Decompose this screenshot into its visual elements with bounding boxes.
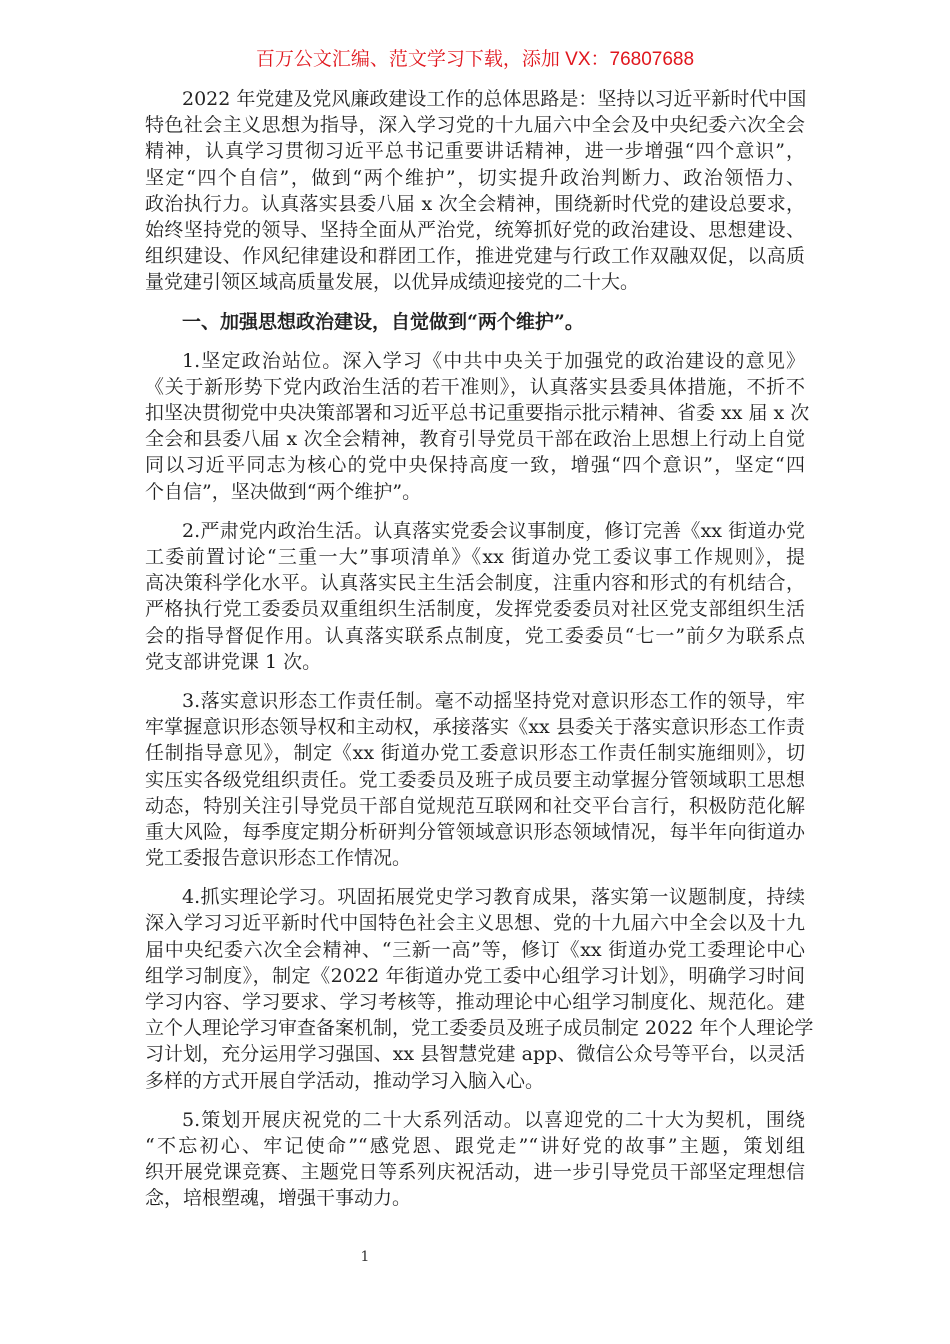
paragraph (145, 688, 805, 871)
text-line: 任制指导意见》，制定《xx 街道办党工委意识形态工作责任制实施细则》，切 (145, 742, 805, 765)
text-line: 党支部讲党课 1 次。 (145, 650, 322, 673)
text-line: 织开展党课竞赛、主题党日等系列庆祝活动，进一步引导党员干部坚定理想信 (145, 1161, 805, 1184)
text-line: 组学习制度》，制定《2022 年街道办党工委中心组学习计划》，明确学习时间 (145, 964, 805, 987)
page-number: 1 (360, 1249, 370, 1265)
text-line: 党工委报告意识形态工作情况。 (145, 847, 412, 870)
text-line: 念，培根塑魂，增强干事动力。 (145, 1187, 412, 1210)
text-line: 实压实各级党组织责任。党工委委员及班子成员要主动掌握分管领域职工思想 (145, 768, 805, 791)
text-line: 特色社会主义思想为指导，深入学习党的十九届六中全会及中央纪委六次全会 (145, 114, 805, 137)
text-line: 个自信”，坚决做到“两个维护”。 (145, 480, 422, 503)
text-line: 立个人理论学习审查备案机制，党工委委员及班子成员制定 2022 年个人理论学 (145, 1017, 814, 1040)
text-line: 扣坚决贯彻党中央决策部署和习近平总书记重要指示批示精神、省委 xx 届 x 次 (145, 402, 810, 425)
text-line: 多样的方式开展自学活动，推动学习入脑入心。 (145, 1069, 545, 1092)
text-line: 2.严肃党内政治生活。认真落实党委会议事制度，修订完善《xx 街道办党 (182, 519, 805, 542)
text-line: 一、加强思想政治建设，自觉做到“两个维护”。 (182, 310, 584, 333)
text-line: 4.抓实理论学习。巩固拓展党史学习教育成果，落实第一议题制度，持续 (182, 886, 805, 909)
text-line: “不忘初心、牢记使命”“感党恩、跟党走”“讲好党的故事”主题，策划组 (145, 1134, 805, 1157)
text-line: 重大风险，每季度定期分析研判分管领域意识形态领域情况，每半年向街道办 (145, 820, 805, 843)
text-line: 组织建设、作风纪律建设和群团工作，推进党建与行政工作双融双促，以高质 (145, 245, 805, 268)
text-line: 高决策科学化水平。认真落实民主生活会制度，注重内容和形式的有机结合， (145, 572, 805, 595)
text-line: 5.策划开展庆祝党的二十大系列活动。以喜迎党的二十大为契机，围绕 (182, 1108, 805, 1131)
text-line: 牢掌握意识形态领导权和主动权，承接落实《xx 县委关于落实意识形态工作责 (145, 716, 805, 739)
paragraph (145, 1107, 805, 1212)
watermark-banner: 百万公文汇编、范文学习下载，添加 VX：76807688 (255, 49, 695, 70)
text-line: 精神，认真学习贯彻习近平总书记重要讲话精神，进一步增强“四个意识”， (145, 140, 805, 163)
section-heading (145, 309, 805, 335)
text-line: 会的指导督促作用。认真落实联系点制度，党工委委员“七一”前夕为联系点 (145, 624, 805, 647)
paragraph (145, 86, 805, 296)
text-line: 届中央纪委六次全会精神、“三新一高”等，修订《xx 街道办党工委理论中心 (145, 938, 805, 961)
text-line: 《关于新形势下党内政治生活的若干准则》，认真落实县委具体措施，不折不 (145, 375, 805, 398)
text-line: 3.落实意识形态工作责任制。毫不动摇坚持党对意识形态工作的领导，牢 (182, 689, 805, 712)
document-body (145, 86, 814, 1225)
text-line: 1.坚定政治站位。深入学习《中共中央关于加强党的政治建设的意见》 (182, 349, 805, 372)
text-line: 严格执行党工委委员双重组织生活制度，发挥党委委员对社区党支部组织生活 (145, 598, 805, 621)
paragraph (145, 884, 814, 1094)
paragraph (145, 348, 810, 505)
text-line: 始终坚持党的领导、坚持全面从严治党，统筹抓好党的政治建设、思想建设、 (145, 218, 805, 241)
text-line: 政治执行力。认真落实县委八届 x 次全会精神，围绕新时代党的建设总要求， (145, 192, 805, 215)
text-line: 动态，特别关注引导党员干部自觉规范互联网和社交平台言行，积极防范化解 (145, 794, 805, 817)
text-line: 同以习近平同志为核心的党中央保持高度一致，增强“四个意识”，坚定“四 (145, 454, 805, 477)
text-line: 坚定“四个自信”，做到“两个维护”，切实提升政治判断力、政治领悟力、 (145, 166, 805, 189)
text-line: 工委前置讨论“三重一大”事项清单》《xx 街道办党工委议事工作规则》，提 (145, 546, 805, 568)
text-line: 深入学习习近平新时代中国特色社会主义思想、党的十九届六中全会以及十九 (145, 912, 805, 935)
text-line: 量党建引领区域高质量发展，以优异成绩迎接党的二十大。 (145, 271, 640, 294)
text-line: 习计划，充分运用学习强国、xx 县智慧党建 app、微信公众号等平台，以灵活 (145, 1043, 805, 1066)
text-line: 全会和县委八届 x 次全会精神，教育引导党员干部在政治上思想上行动上自觉 (145, 428, 805, 451)
paragraph (145, 518, 805, 675)
text-line: 学习内容、学习要求、学习考核等，推动理论中心组学习制度化、规范化。建 (145, 991, 805, 1013)
text-line: 2022 年党建及党风廉政建设工作的总体思路是：坚持以习近平新时代中国 (182, 88, 807, 110)
